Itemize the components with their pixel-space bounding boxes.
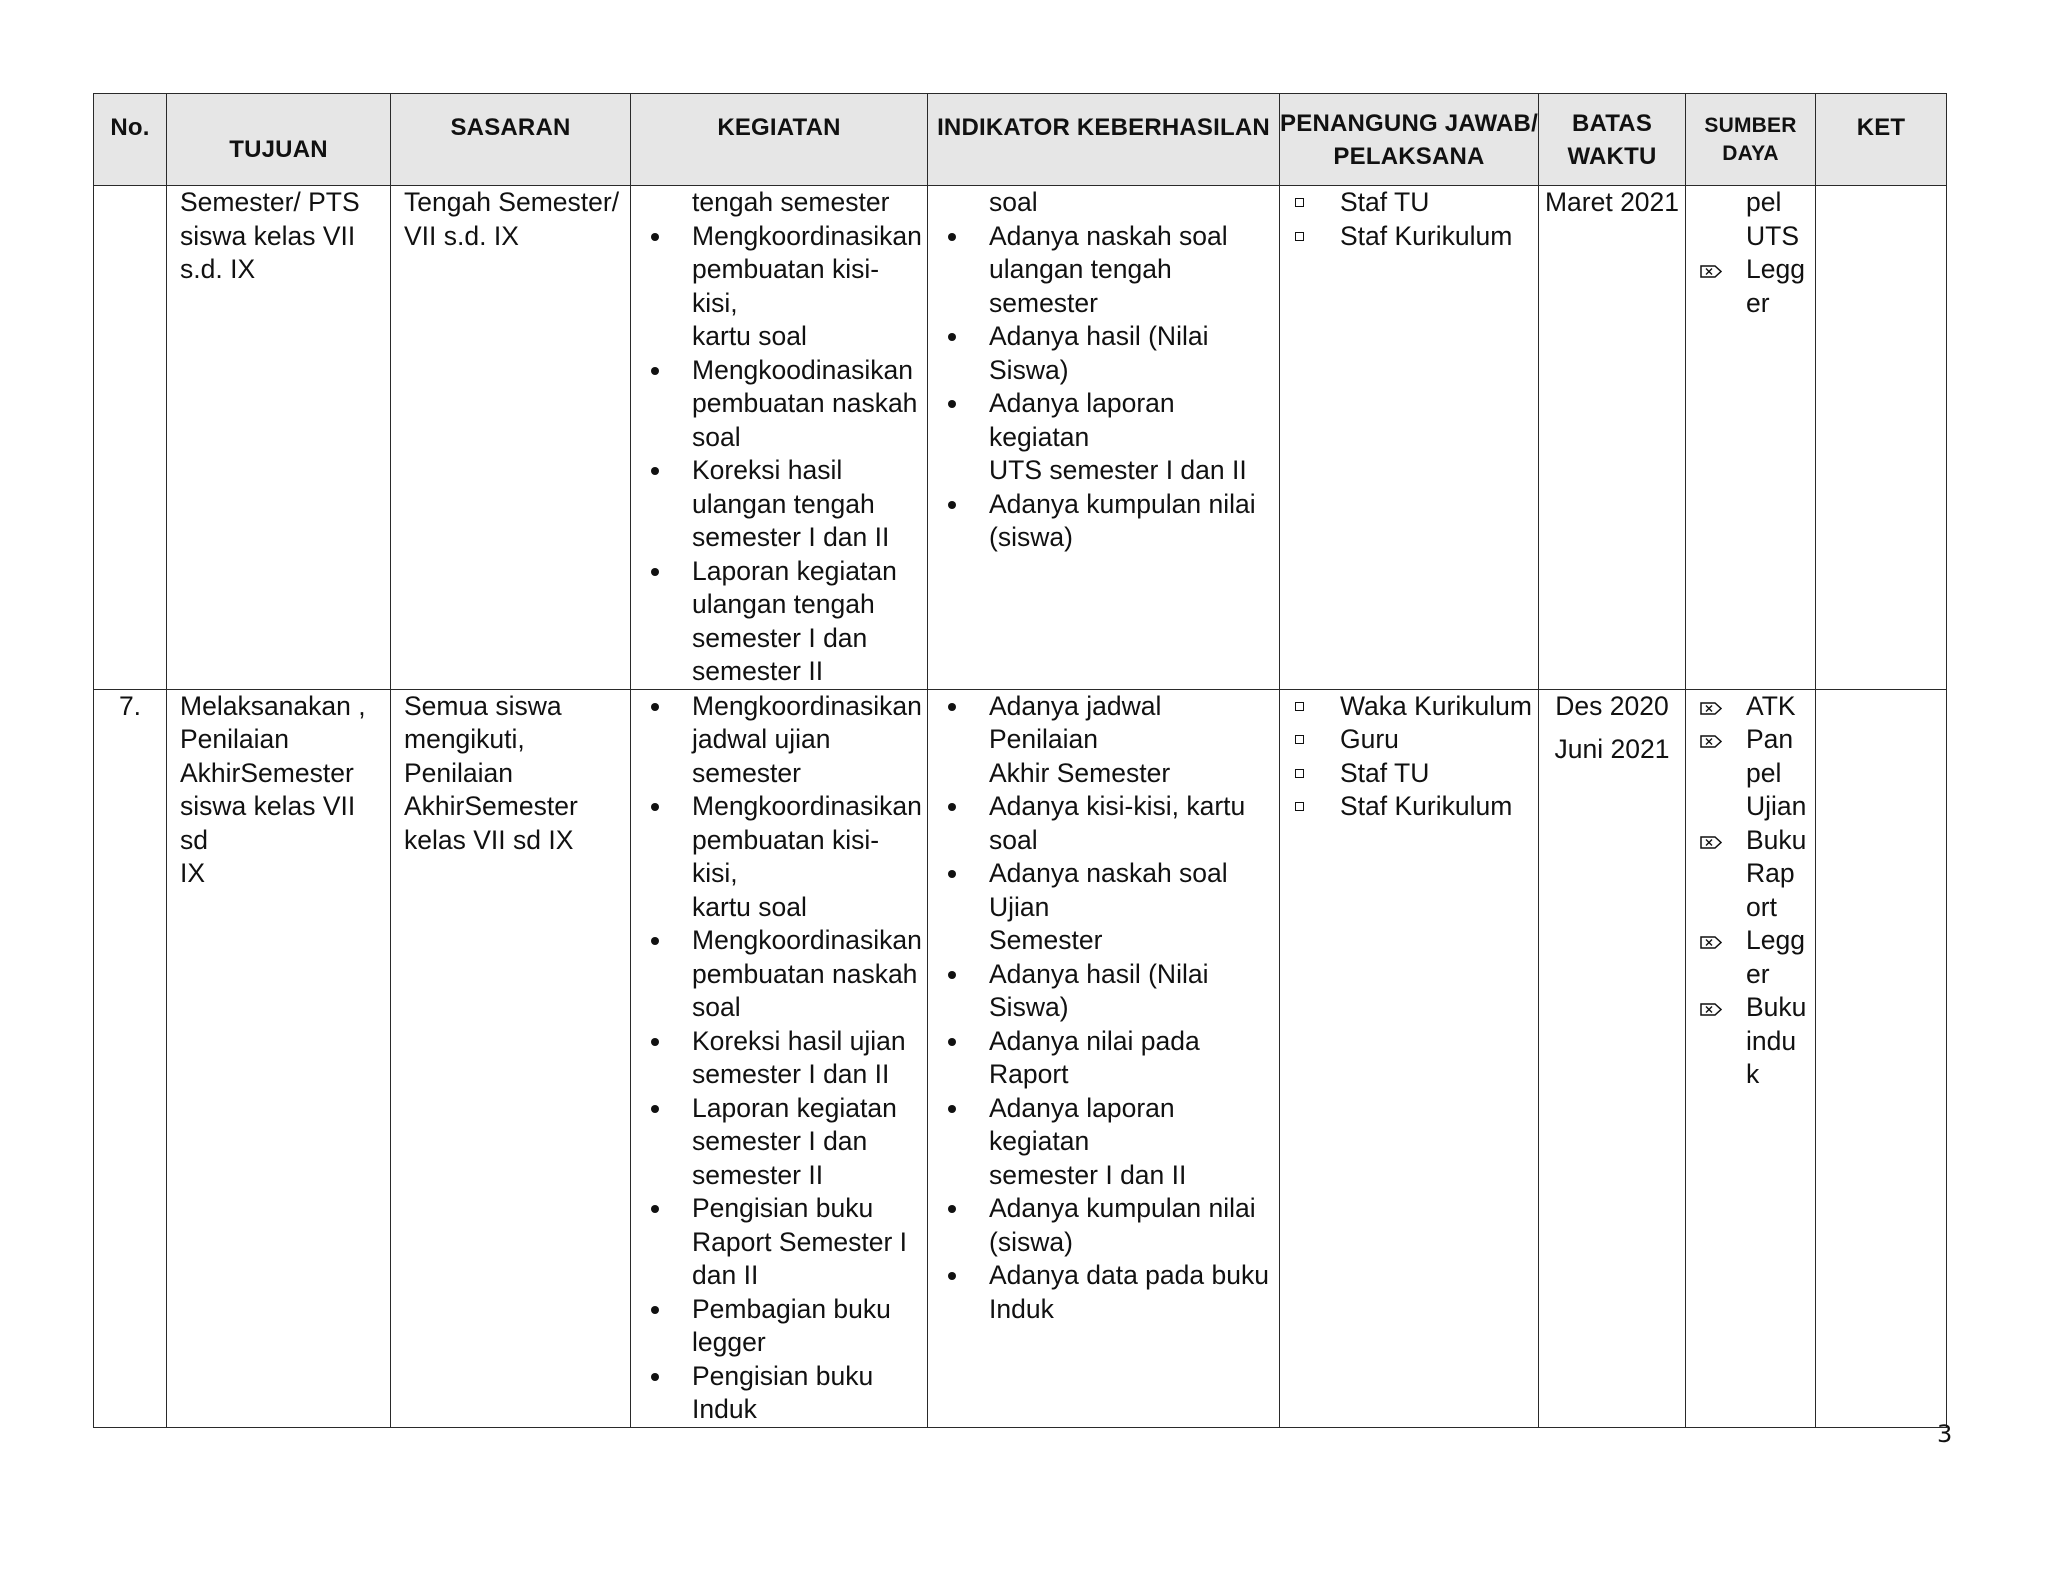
text-line: semester I dan II (692, 522, 890, 552)
cell-indikator (928, 186, 1280, 690)
table-row (94, 689, 1947, 1427)
header-ket: KET (1816, 94, 1947, 186)
text-line: UTS (1746, 220, 1799, 251)
header-no: No. (94, 94, 167, 186)
cell-tujuan (167, 186, 391, 690)
text-line: ulangan tengah semester (989, 254, 1172, 318)
text-line: Mengkoodinasikan (692, 354, 913, 385)
cell-kegiatan (631, 186, 928, 690)
text-line: Adanya jadwal Penilaian (989, 690, 1162, 754)
text-line: ort (1746, 891, 1777, 922)
list-item (631, 1025, 927, 1092)
list-item (631, 690, 927, 791)
text-line: Mengkoordinasikan (692, 690, 922, 721)
text-line: VII s.d. IX (404, 220, 519, 251)
text-line: jadwal ujian (692, 724, 831, 754)
text-line: legger (692, 1327, 766, 1357)
list-item (631, 454, 927, 555)
text-line: Adanya data pada buku (989, 1260, 1269, 1290)
text-line: Adanya laporan kegiatan (989, 388, 1175, 452)
list-item: Staf Kurikulum (1280, 790, 1538, 824)
list-item (1686, 253, 1815, 320)
penanggung-list (1280, 690, 1538, 824)
text-line: dan II (692, 1260, 759, 1290)
text-line: (siswa) (989, 522, 1073, 552)
arrow-box-icon (1700, 735, 1722, 748)
text-line: Buku (1746, 824, 1807, 855)
text-line: Melaksanakan , (180, 690, 366, 721)
continued-text (1686, 186, 1815, 253)
text-line: AkhirSemester (180, 757, 354, 788)
list-item (631, 924, 927, 1025)
list-item (631, 555, 927, 689)
sumber-list (1686, 690, 1815, 1092)
text-line: Legg (1746, 254, 1805, 284)
list-item: Staf TU (1280, 757, 1538, 791)
arrow-box-icon (1700, 265, 1722, 278)
header-indikator: INDIKATOR KEBERHASILAN (928, 94, 1280, 186)
text-line: Penilaian (180, 724, 290, 754)
continued-text: tengah semester (692, 187, 890, 217)
list-item (631, 1293, 927, 1360)
list-item (928, 1192, 1279, 1259)
header-row (94, 94, 1947, 186)
text-line: pembuatan kisi-kisi, (692, 254, 880, 318)
header-tujuan: TUJUAN (167, 94, 391, 186)
text-line: semester I dan (692, 622, 868, 653)
list-item (928, 220, 1279, 321)
text-line: soal (692, 992, 741, 1022)
text-line: Pan (1746, 724, 1794, 754)
text-line: Ujian (1746, 791, 1807, 821)
list-item (928, 387, 1279, 488)
text-line: k (1746, 1059, 1760, 1089)
cell-tujuan (167, 689, 391, 1427)
list-item: Guru (1280, 723, 1538, 757)
cell-sumber-daya (1686, 186, 1816, 690)
header-sumber-daya: SUMBER DAYA (1686, 94, 1816, 186)
table-row (94, 186, 1947, 690)
text-line: pel (1746, 187, 1782, 217)
page-number: 3 (1937, 1420, 1953, 1448)
indikator-list (928, 220, 1279, 555)
header-kegiatan: KEGIATAN (631, 94, 928, 186)
cell-batas-waktu (1539, 689, 1686, 1427)
list-item (631, 1192, 927, 1293)
arrow-box-icon (1700, 836, 1722, 849)
list-item (631, 790, 927, 924)
text-line: siswa kelas VII sd (180, 791, 356, 855)
text-line: ulangan tengah (692, 589, 875, 619)
text-line: soal (989, 824, 1038, 855)
text-line: soal (692, 421, 741, 452)
activity-plan-table (93, 93, 1947, 1428)
text-line: UTS semester I dan II (989, 455, 1247, 485)
text-line: AkhirSemester (404, 791, 578, 821)
text-line: Adanya nilai pada Raport (989, 1025, 1200, 1089)
date-text: Maret 2021 (1544, 187, 1680, 217)
arrow-box-icon (1700, 1003, 1722, 1016)
text-line: Akhir Semester (989, 757, 1171, 788)
list-item: Waka Kurikulum (1280, 690, 1538, 724)
text-line: Semester/ PTS (180, 187, 360, 217)
header-penanggung-jawab: PENANGUNG JAWAB/ PELAKSANA (1280, 94, 1539, 186)
text-line: Mengkoordinasikan (692, 220, 922, 251)
text-line: s.d. IX (180, 254, 256, 284)
text-line: Adanya kumpulan nilai (989, 1193, 1256, 1223)
text-line: er (1746, 958, 1770, 989)
cell-ket (1816, 186, 1947, 690)
text-line: Adanya kisi-kisi, kartu (989, 791, 1246, 821)
cell-no (94, 186, 167, 690)
text-line: semester II (692, 656, 824, 686)
cell-sumber-daya (1686, 689, 1816, 1427)
text-line: kartu soal (692, 891, 807, 922)
cell-no: 7. (94, 689, 167, 1427)
text-line: Koreksi hasil ujian (692, 1025, 906, 1056)
date-text: Des 2020 (1555, 690, 1669, 721)
list-item (928, 320, 1279, 387)
cell-sasaran (391, 186, 631, 690)
text-line: Pengisian buku (692, 1193, 874, 1223)
text-line: Buku (1746, 992, 1807, 1022)
kegiatan-list (631, 690, 927, 1427)
text-line: siswa kelas VII (180, 220, 356, 251)
text-line: Rap (1746, 858, 1795, 888)
text-line: pel (1746, 757, 1782, 788)
text-line: Semua siswa (404, 690, 562, 721)
text-line: semester (692, 757, 801, 788)
date-text: Juni 2021 (1554, 734, 1670, 764)
cell-penanggung-jawab (1280, 689, 1539, 1427)
text-line: er (1746, 287, 1770, 318)
text-line: Tengah Semester/ (404, 187, 620, 217)
cell-sasaran (391, 689, 631, 1427)
list-item (928, 958, 1279, 1025)
cell-ket (1816, 689, 1947, 1427)
cell-indikator (928, 689, 1280, 1427)
text-line: semester I dan II (989, 1159, 1187, 1190)
kegiatan-list (631, 220, 927, 689)
text-line: kelas VII sd IX (404, 824, 574, 855)
text-line: Adanya hasil (Nilai Siswa) (989, 321, 1209, 385)
text-line: kartu soal (692, 321, 807, 351)
penanggung-list (1280, 186, 1538, 253)
text-line: Laporan kegiatan (692, 555, 897, 586)
text-line: Raport Semester I (692, 1226, 908, 1257)
text-line: Adanya naskah soal (989, 220, 1228, 251)
text-line: Laporan kegiatan (692, 1092, 897, 1123)
text-line: Induk (692, 1394, 757, 1424)
text-line: Legg (1746, 925, 1805, 955)
header-sasaran: SASARAN (391, 94, 631, 186)
list-item (1686, 991, 1815, 1092)
text-line: mengikuti, Penilaian (404, 724, 525, 788)
text-line: Koreksi hasil (692, 455, 843, 485)
text-line: pembuatan kisi-kisi, (692, 824, 880, 888)
list-item (928, 1092, 1279, 1193)
list-item: Staf TU (1280, 186, 1538, 220)
text-line: Induk (989, 1293, 1054, 1324)
cell-penanggung-jawab (1280, 186, 1539, 690)
cell-batas-waktu (1539, 186, 1686, 690)
list-item (631, 354, 927, 455)
text-line: Adanya naskah soal Ujian (989, 858, 1228, 922)
sumber-list (1686, 186, 1815, 320)
list-item (1686, 690, 1815, 724)
list-item (631, 1092, 927, 1193)
text-line: semester II (692, 1159, 824, 1190)
list-item (928, 1259, 1279, 1326)
list-item (1686, 824, 1815, 925)
list-item (928, 690, 1279, 791)
text-line: ATK (1746, 690, 1796, 721)
text-line: Adanya hasil (Nilai Siswa) (989, 958, 1209, 1022)
text-line: semester I dan (692, 1126, 868, 1156)
arrow-box-icon (1700, 936, 1722, 949)
list-item (928, 488, 1279, 555)
list-item (928, 1025, 1279, 1092)
header-batas-waktu: BATAS WAKTU (1539, 94, 1686, 186)
text-line: Pembagian buku (692, 1293, 891, 1324)
list-item (631, 220, 927, 354)
list-item (631, 1360, 927, 1427)
text-line: semester I dan II (692, 1059, 890, 1089)
text-line: Pengisian buku (692, 1360, 874, 1391)
list-item: Staf Kurikulum (1280, 220, 1538, 254)
text-line: Mengkoordinasikan (692, 925, 922, 955)
text-line: Adanya laporan kegiatan (989, 1092, 1175, 1156)
text-line: indu (1746, 1025, 1797, 1056)
continued-text: soal (989, 187, 1038, 217)
arrow-box-icon (1700, 702, 1722, 715)
list-item (1686, 723, 1815, 824)
list-item (928, 857, 1279, 958)
text-line: ulangan tengah (692, 488, 875, 519)
text-line: Semester (989, 925, 1103, 955)
text-line: Adanya kumpulan nilai (989, 488, 1256, 519)
text-line: IX (180, 858, 206, 888)
text-line: (siswa) (989, 1226, 1073, 1257)
text-line: Mengkoordinasikan (692, 791, 922, 821)
text-line: pembuatan naskah (692, 388, 918, 418)
list-item (1686, 924, 1815, 991)
text-line: pembuatan naskah (692, 958, 918, 989)
cell-kegiatan (631, 689, 928, 1427)
indikator-list (928, 690, 1279, 1327)
list-item (928, 790, 1279, 857)
